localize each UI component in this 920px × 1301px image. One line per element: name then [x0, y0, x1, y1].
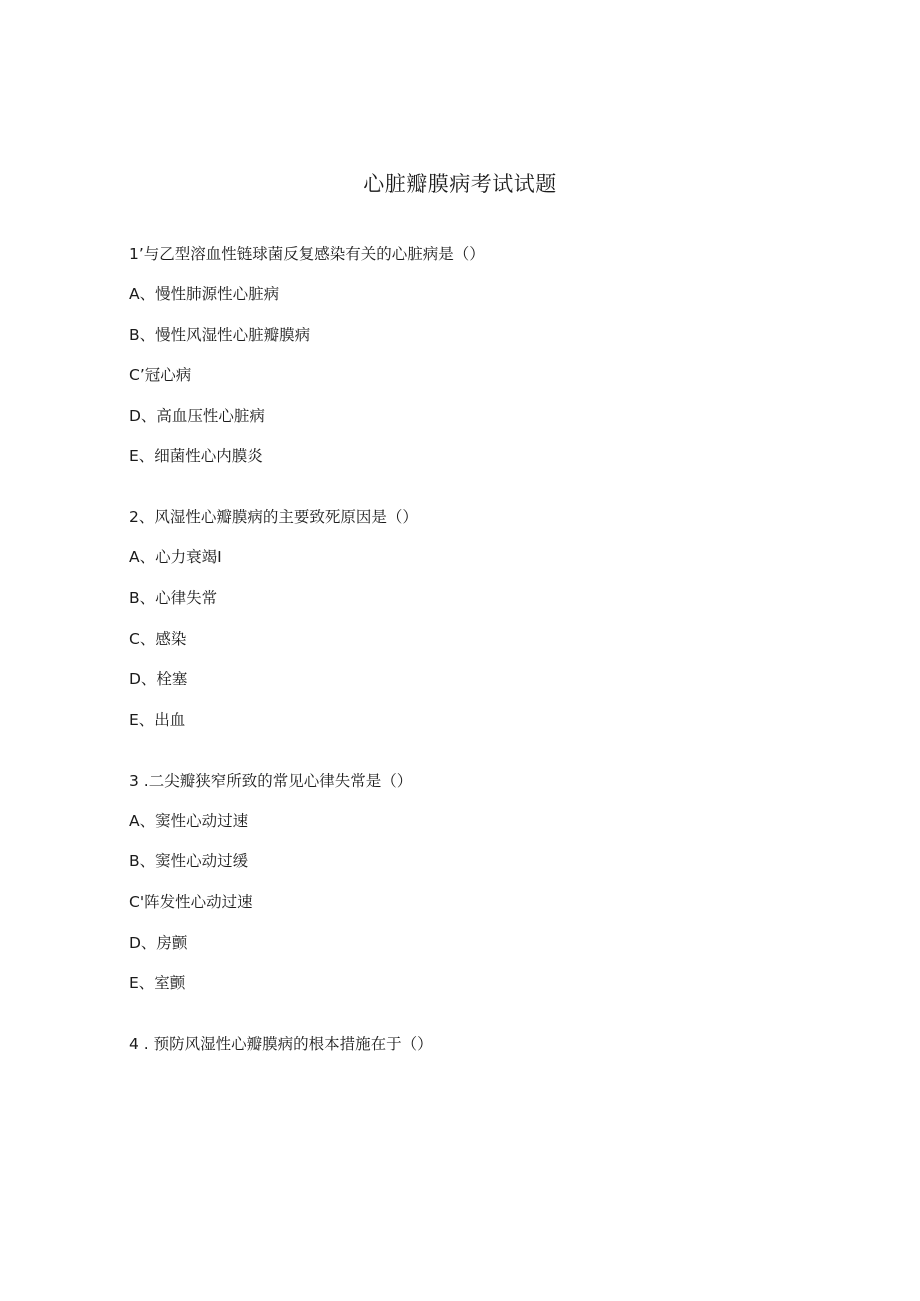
option-b: B、心律失常	[129, 588, 218, 607]
option-a: A、慢性肺源性心脏病	[129, 285, 280, 303]
option-c: C、感染	[129, 629, 187, 648]
option-a: A、窦性心动过速	[129, 811, 249, 830]
option-c: C'阵发性心动过速	[129, 892, 253, 911]
question-4	[129, 1030, 849, 1058]
option-d: D、高血压性心脏病	[129, 406, 265, 425]
option-e: E、室颤	[129, 974, 186, 993]
question-text: 3 .二尖瓣狭窄所致的常见心律失常是（）	[129, 771, 413, 790]
question-list	[129, 240, 849, 1091]
question-text: 2、风湿性心瓣膜病的主要致死原因是（）	[129, 508, 418, 527]
option-e: E、细菌性心内膜炎	[129, 447, 263, 466]
option-e: E、出血	[129, 710, 186, 729]
document-title: 心脏瓣膜病考试试题	[363, 172, 557, 196]
question-2	[129, 503, 849, 733]
option-a: A、心力衰竭I	[129, 548, 222, 567]
question-text: 4 . 预防风湿性心瓣膜病的根本措施在于（）	[129, 1035, 433, 1054]
option-b: B、窦性心动过缓	[129, 852, 249, 871]
question-1	[129, 240, 849, 470]
option-b: B、慢性风湿性心脏瓣膜病	[129, 325, 311, 344]
option-d: D、栓塞	[129, 670, 188, 689]
question-text: 1’与乙型溶血性链球菌反复感染有关的心脏病是（）	[129, 245, 485, 263]
option-c: C’冠心病	[129, 366, 192, 385]
option-d: D、房颤	[129, 933, 188, 952]
question-3	[129, 767, 849, 997]
